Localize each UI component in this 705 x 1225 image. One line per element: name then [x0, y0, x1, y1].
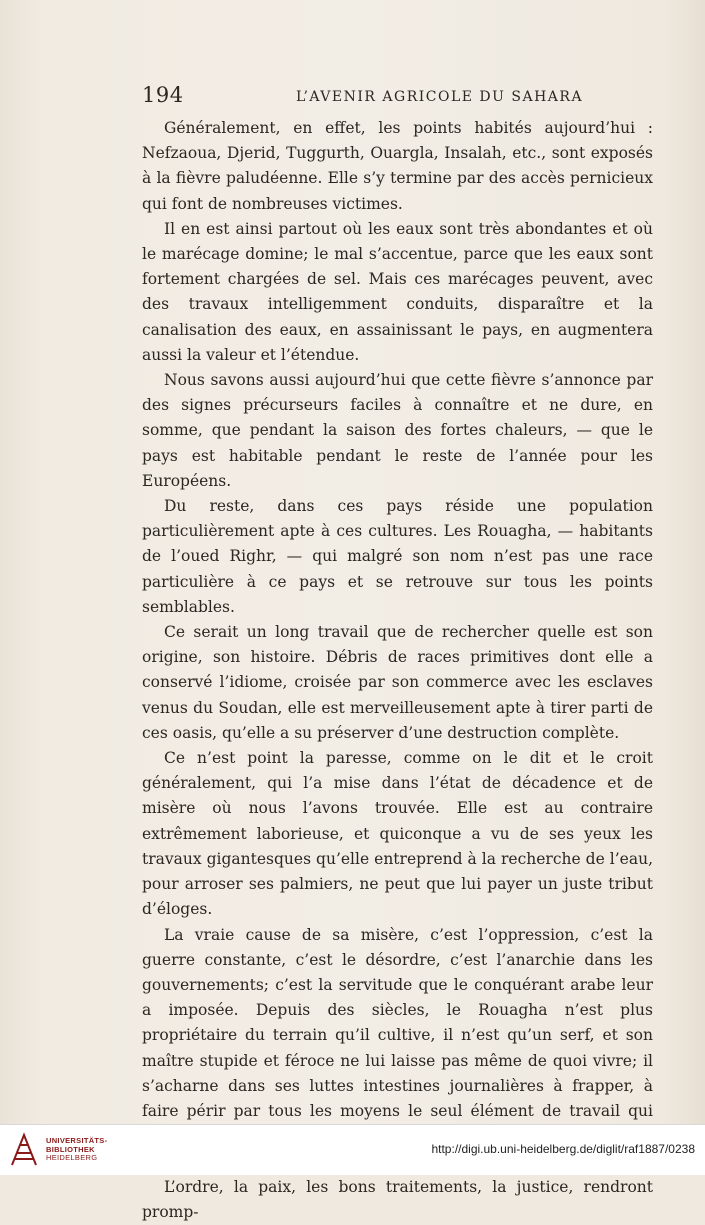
paragraph-4: Du reste, dans ces pays réside une population particulièrement apte à ces cultures. Les Rouagha, — habitants de l’oued Righr, — qui malgré son nom n’est pas une race particulière à ce pays et se retrouve sur tous les points semblables. [142, 497, 653, 616]
paragraph-5: Ce serait un long travail que de rechercher quelle est son origine, son histoire. Débris de races primitives dont elle a conservé l’idiome, croisée par son commerce avec les esclaves venus du Soudan, elle est merveilleusement apte à tirer parti de ces oasis, qu’elle a su préserver d’une destruction complète. [142, 623, 653, 742]
permalink-url[interactable]: http://digi.ub.uni-heidelberg.de/diglit/raf1887/0238 [431, 1142, 695, 1156]
paragraph-8: L’ordre, la paix, les bons traitements, la justice, rendront promp- [142, 1177, 653, 1221]
paragraph-1: Généralement, en effet, les points habités aujourd’hui : Nefzaoua, Djerid, Tuggurth, Ouargla, Insalah, etc., sont exposés à la fièvre paludéenne. Elle s’y termine par des accès pernicieux qui font de nombreuses victimes. [142, 119, 653, 213]
paragraph-6: Ce n’est point la paresse, comme on le dit et le croit généralement, qui l’a mise dans l’état de décadence et de misère où nous l’avons trouvée. Elle est au contraire extrêmement laborieuse, et quiconque a vu de ses yeux les travaux gigantesques qu’elle entreprend à la recherche de l’eau, pour arroser ses palmiers, ne peut que lui payer un juste tribut d’éloges. [142, 749, 653, 919]
paragraph-3: Nous savons aussi aujourd’hui que cette fièvre s’annonce par des signes précurseurs faciles à connaître et ne dure, en somme, que pendant la saison des fortes chaleurs, — que le pays est habitable pendant le reste de l’année pour les Européens. [142, 371, 653, 490]
institution-line-1: UNIVERSITÄTS- [46, 1136, 108, 1145]
paragraph-7: La vraie cause de sa misère, c’est l’oppression, c’est la guerre constante, c’est le désordre, c’est l’anarchie dans les gouvernements; c’est la servitude que le conquérant arabe leur a imposée. Depuis des siècles, le Rouagha n’est plus propriétaire du terrain qu’il cultive, il n’est qu’un serf, et son maître stupide et féroce ne lui laisse pas même de quoi vivre; il s’acharne dans ses luttes intestines journalières à frapper, à faire périr par tous les moyens le seul élément de travail qui [142, 925, 653, 1120]
institution-name [46, 1137, 107, 1163]
institution-line-2: BIBLIOTHEK [46, 1144, 95, 1154]
viewer-footer [0, 1124, 705, 1175]
running-title: L’AVENIR AGRICOLE DU SAHARA [296, 89, 584, 105]
body-text [142, 116, 653, 1225]
page-number: 194 [142, 83, 184, 107]
heidelberg-library-logo-icon[interactable] [8, 1131, 40, 1169]
paragraph-2: Il en est ainsi partout où les eaux sont très abondantes et où le marécage domine; le mal s’accentue, parce que les eaux sont fortement chargées de sel. Mais ces marécages peuvent, avec des travaux intelligemment conduits, disparaître et la canalisation des eaux, en assainissant le pays, en augmentera aussi la valeur et l’étendue. [142, 219, 653, 364]
page-header [142, 83, 662, 111]
institution-line-3: HEIDELBERG [46, 1153, 98, 1163]
